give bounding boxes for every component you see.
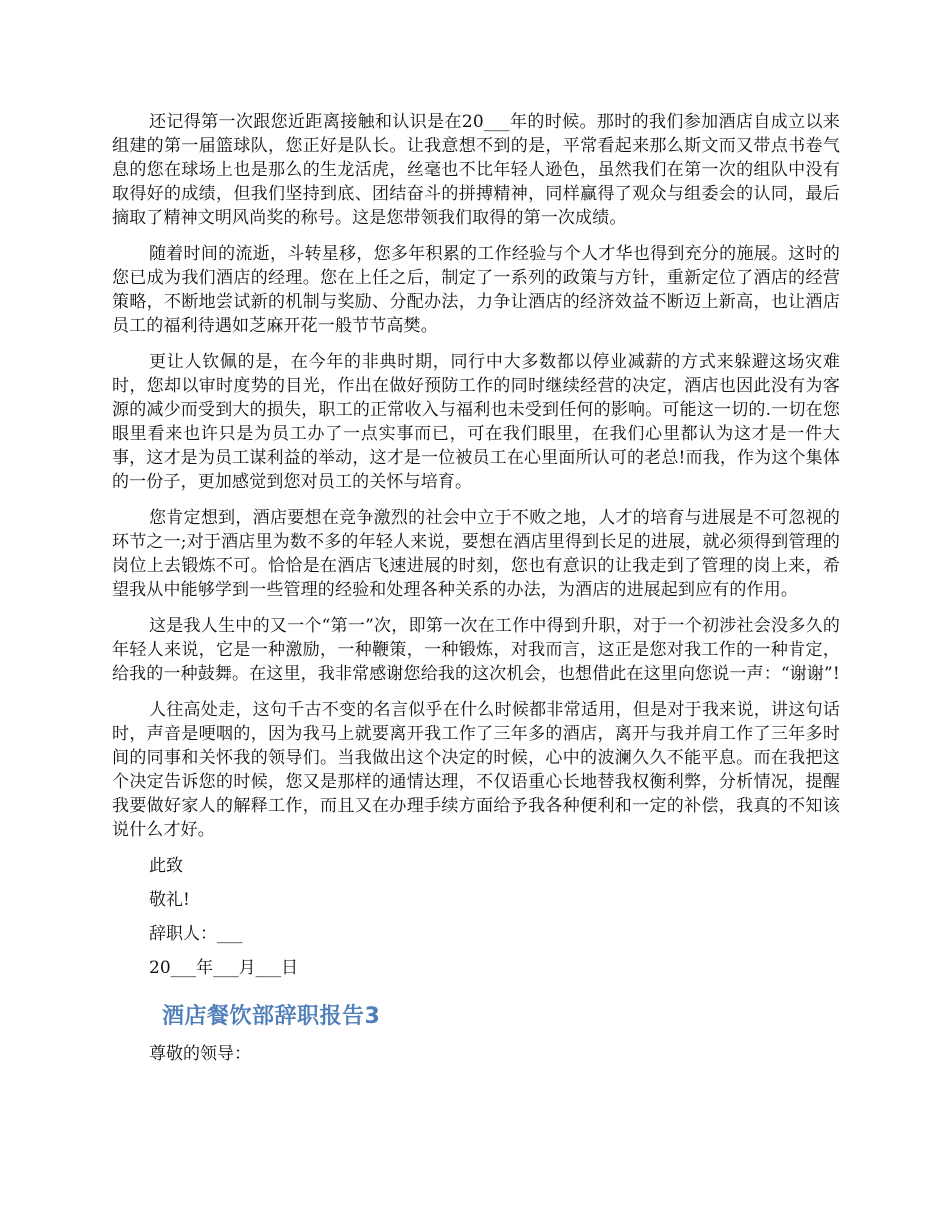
closing-salutation: 此致	[149, 856, 183, 876]
document-page	[112, 110, 840, 1066]
body-paragraph-1: 还记得第一次跟您近距离接触和认识是在20___年的时候。那时的我们参加酒店自成立以来组建的第一届篮球队，您正好是队长。让我意想不到的是，平常看起来那么斯文而又带点书卷气息的您在球场上也是那么的生龙活虎，丝毫也不比年轻人逊色，虽然我们在第一次的组队中没有取得好的成绩，但我们坚持到底、团结奋斗的拼搏精神，同样赢得了观众与组委会的认同，最后摘取了精神文明风尚奖的称号。这是您带领我们取得的第一次成绩。	[112, 112, 840, 228]
date-line: 20___年___月___日	[149, 958, 299, 978]
body-paragraph-2: 随着时间的流逝，斗转星移，您多年积累的工作经验与个人才华也得到充分的施展。这时的您已成为我们酒店的经理。您在上任之后，制定了一系列的政策与方针，重新定位了酒店的经营策略，不断地尝试新的机制与奖励、分配办法，力争让酒店的经济效益不断迈上新高，也让酒店员工的福利待遇如芝麻开花一般节节高樊。	[112, 244, 840, 336]
recipient-salutation: 尊敬的领导：	[149, 1044, 251, 1064]
section-heading: 酒店餐饮部辞职报告3	[162, 1004, 381, 1029]
signer-line: 辞职人：___	[149, 924, 243, 944]
body-paragraph-5: 这是我人生中的又一个“第一”次，即第一次在工作中得到升职，对于一个初涉社会没多久的年轻人来说，它是一种激励，一种鞭策，一种锻炼，对我而言，这正是您对我工作的一种肯定，给我的一种鼓舞。在这里，我非常感谢您给我的这次机会，也想借此在这里向您说一声：“谢谢”!	[112, 616, 840, 684]
body-paragraph-4: 您肯定想到，酒店要想在竞争激烈的社会中立于不败之地，人才的培育与进展是不可忽视的环节之一;对于酒店里为数不多的年轻人来说，要想在酒店里得到长足的进展，就必须得到管理的岗位上去锻炼不可。恰恰是在酒店飞速进展的时刻，您也有意识的让我走到了管理的岗上来，希望我从中能够学到一些管理的经验和处理各种关系的办法，为酒店的进展起到应有的作用。	[112, 508, 840, 600]
closing-regards: 敬礼!	[149, 890, 190, 910]
body-paragraph-3: 更让人钦佩的是，在今年的非典时期，同行中大多数都以停业减薪的方式来躲避这场灾难时，您却以审时度势的目光，作出在做好预防工作的同时继续经营的决定，酒店也因此没有为客源的减少而受到大的损失，职工的正常收入与福利也未受到任何的影响。可能这一切的.一切在您眼里看来也许只是为员工办了一点实事而已，可在我们眼里，在我们心里都认为这才是一件大事，这才是为员工谋利益的举动，这才是一位被员工在心里面所认可的老总!而我，作为这个集体的一份子，更加感觉到您对员工的关怀与培育。	[112, 352, 840, 492]
body-paragraph-6: 人往高处走，这句千古不变的名言似乎在什么时候都非常适用，但是对于我来说，讲这句话时，声音是哽咽的，因为我马上就要离开我工作了三年多的酒店，离开与我并肩工作了三年多时间的同事和关怀我的领导们。当我做出这个决定的时候，心中的波澜久久不能平息。而在我把这个决定告诉您的时候，您又是那样的通情达理，不仅语重心长地替我权衡利弊，分析情况，提醒我要做好家人的解释工作，而且又在办理手续方面给予我各种便利和一定的补偿，我真的不知该说什么才好。	[112, 700, 840, 840]
